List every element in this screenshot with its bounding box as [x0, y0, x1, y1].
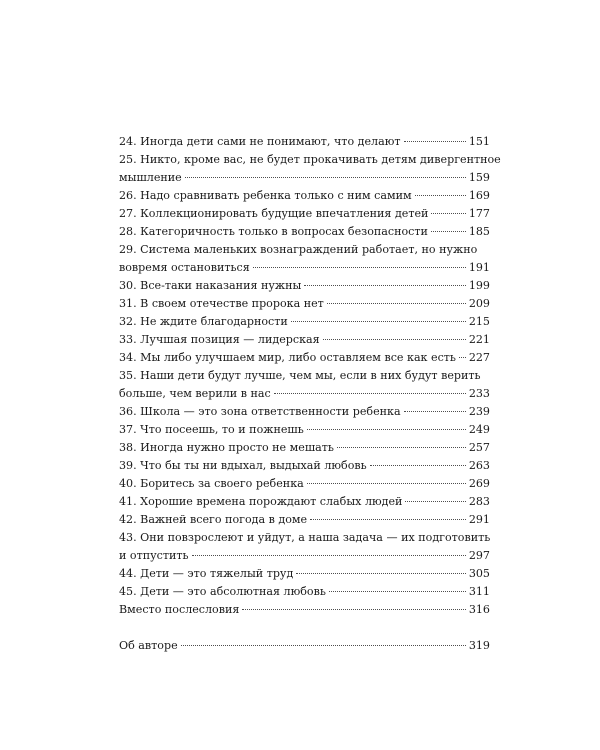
toc-entry: [119, 241, 490, 277]
table-of-contents: [119, 133, 501, 655]
toc-page-number: 269: [468, 477, 490, 490]
dot-leader: [185, 177, 466, 178]
toc-entry: [119, 565, 490, 583]
dot-leader: [370, 465, 466, 466]
toc-entry-title: 25. Никто, кроме вас, не будет прокачивать детям дивергентное: [119, 153, 501, 166]
toc-page-number: 233: [468, 387, 490, 400]
toc-page-number: 227: [468, 351, 490, 364]
toc-page-number: 263: [468, 459, 490, 472]
toc-entry: [119, 133, 490, 151]
dot-leader: [310, 519, 466, 520]
toc-page-number: 305: [468, 567, 490, 580]
toc-entry-final-line: [119, 169, 490, 187]
toc-entry-title: и отпустить: [119, 549, 189, 562]
toc-entry: [119, 511, 490, 529]
toc-entry-title: 35. Наши дети будут лучше, чем мы, если в них будут верить: [119, 369, 481, 382]
toc-entry-final-line: [119, 349, 490, 367]
toc-entry-title: больше, чем верили в нас: [119, 387, 271, 400]
dot-leader: [327, 303, 466, 304]
toc-entry-title: Вместо послесловия: [119, 603, 240, 616]
toc-entry-title: 36. Школа — это зона ответственности ребенка: [119, 405, 401, 418]
toc-page-number: 311: [468, 585, 490, 598]
dot-leader: [307, 429, 466, 430]
toc-entry-title: 44. Дети — это тяжелый труд: [119, 567, 294, 580]
toc-page-number: 209: [468, 297, 490, 310]
dot-leader: [304, 285, 465, 286]
dot-leader: [459, 357, 466, 358]
toc-entry-final-line: [119, 565, 490, 583]
dot-leader: [404, 141, 466, 142]
toc-page-number: 319: [468, 639, 490, 652]
toc-entry-final-line: [119, 259, 490, 277]
toc-page-number: 215: [468, 315, 490, 328]
toc-entry-final-line: [119, 313, 490, 331]
toc-entry-final-line: [119, 277, 490, 295]
dot-leader: [405, 501, 465, 502]
toc-entry-title: вовремя остановиться: [119, 261, 250, 274]
toc-entry-title: Об авторе: [119, 639, 178, 652]
dot-leader: [192, 555, 466, 556]
toc-entry-title: 34. Мы либо улучшаем мир, либо оставляем все как есть: [119, 351, 456, 364]
toc-entry: [119, 295, 490, 313]
toc-entry-title: мышление: [119, 171, 182, 184]
toc-entry-final-line: [119, 439, 490, 457]
dot-leader: [323, 339, 466, 340]
dot-leader: [329, 591, 466, 592]
toc-entry-final-line: [119, 637, 490, 655]
toc-entry-final-line: [119, 493, 490, 511]
toc-entry-title: 41. Хорошие времена порождают слабых людей: [119, 495, 403, 508]
dot-leader: [253, 267, 466, 268]
toc-entry: [119, 331, 490, 349]
toc-page-number: 169: [468, 189, 490, 202]
dot-leader: [291, 321, 466, 322]
toc-entry-title: 31. В своем отечестве пророка нет: [119, 297, 324, 310]
dot-leader: [307, 483, 466, 484]
toc-entry-title: 39. Что бы ты ни вдыхал, выдыхай любовь: [119, 459, 367, 472]
toc-entry-title: 29. Система маленьких вознаграждений работает, но нужно: [119, 243, 478, 256]
toc-entry-final-line: [119, 421, 490, 439]
toc-entry: [119, 601, 490, 619]
toc-entry-final-line: [119, 385, 490, 403]
toc-entry-title: 42. Важней всего погода в доме: [119, 513, 308, 526]
toc-entry-line: [119, 241, 490, 259]
dot-leader: [274, 393, 466, 394]
toc-entry-title: 45. Дети — это абсолютная любовь: [119, 585, 326, 598]
toc-entry-title: 38. Иногда нужно просто не мешать: [119, 441, 334, 454]
toc-entry-final-line: [119, 457, 490, 475]
toc-entry-final-line: [119, 601, 490, 619]
toc-entry: [119, 277, 490, 295]
toc-entry-final-line: [119, 187, 490, 205]
toc-entry: [119, 529, 490, 565]
toc-page-number: 151: [468, 135, 490, 148]
toc-entry-final-line: [119, 223, 490, 241]
toc-page-number: 291: [468, 513, 490, 526]
toc-page-number: 177: [468, 207, 490, 220]
toc-entry-final-line: [119, 511, 490, 529]
toc-entry-title: 30. Все-таки наказания нужны: [119, 279, 302, 292]
dot-leader: [337, 447, 466, 448]
toc-entry: [119, 583, 490, 601]
toc-entry: [119, 223, 490, 241]
toc-page-number: 239: [468, 405, 490, 418]
toc-entry: [119, 187, 490, 205]
toc-entry-final-line: [119, 475, 490, 493]
toc-entry-line: [119, 151, 501, 169]
toc-page-number: 159: [468, 171, 490, 184]
toc-entry: [119, 493, 490, 511]
toc-entry-final-line: [119, 205, 490, 223]
toc-page-number: 249: [468, 423, 490, 436]
toc-entry-line: [119, 367, 490, 385]
toc-entry-title: 27. Коллекционировать будущие впечатления детей: [119, 207, 429, 220]
toc-entry-final-line: [119, 583, 490, 601]
toc-page-number: 297: [468, 549, 490, 562]
toc-entry-title: 26. Надо сравнивать ребенка только с ним самим: [119, 189, 412, 202]
toc-entry-final-line: [119, 403, 490, 421]
toc-entry: [119, 313, 490, 331]
dot-leader: [404, 411, 466, 412]
toc-entry-final-line: [119, 331, 490, 349]
toc-entry: [119, 349, 490, 367]
toc-page-number: 199: [468, 279, 490, 292]
toc-entry-final-line: [119, 295, 490, 313]
toc-spacer: [119, 619, 490, 637]
dot-leader: [431, 213, 465, 214]
dot-leader: [415, 195, 466, 196]
toc-entry-title: 28. Категоричность только в вопросах безопасности: [119, 225, 428, 238]
toc-entry-final-line: [119, 547, 490, 565]
dot-leader: [242, 609, 465, 610]
toc-entry: [119, 637, 490, 655]
toc-entry-title: 32. Не ждите благодарности: [119, 315, 288, 328]
toc-page-number: 221: [468, 333, 490, 346]
toc-entry-title: 37. Что посеешь, то и пожнешь: [119, 423, 304, 436]
toc-entry: [119, 457, 490, 475]
toc-page-number: 316: [468, 603, 490, 616]
toc-entry: [119, 475, 490, 493]
toc-entry: [119, 205, 490, 223]
toc-entry: [119, 439, 490, 457]
toc-entry: [119, 151, 501, 187]
toc-entry: [119, 367, 490, 403]
toc-entry: [119, 403, 490, 421]
toc-entry-final-line: [119, 133, 490, 151]
toc-entry: [119, 421, 490, 439]
toc-entry-title: 43. Они повзрослеют и уйдут, а наша задача — их подготовить: [119, 531, 491, 544]
dot-leader: [181, 645, 466, 646]
toc-page-number: 283: [468, 495, 490, 508]
toc-page-number: 257: [468, 441, 490, 454]
toc-entry-title: 33. Лучшая позиция — лидерская: [119, 333, 320, 346]
toc-entry-line: [119, 529, 490, 547]
dot-leader: [431, 231, 466, 232]
toc-entry-title: 24. Иногда дети сами не понимают, что делают: [119, 135, 401, 148]
toc-page-number: 191: [468, 261, 490, 274]
toc-page-number: 185: [468, 225, 490, 238]
dot-leader: [296, 573, 466, 574]
toc-entry-title: 40. Боритесь за своего ребенка: [119, 477, 304, 490]
